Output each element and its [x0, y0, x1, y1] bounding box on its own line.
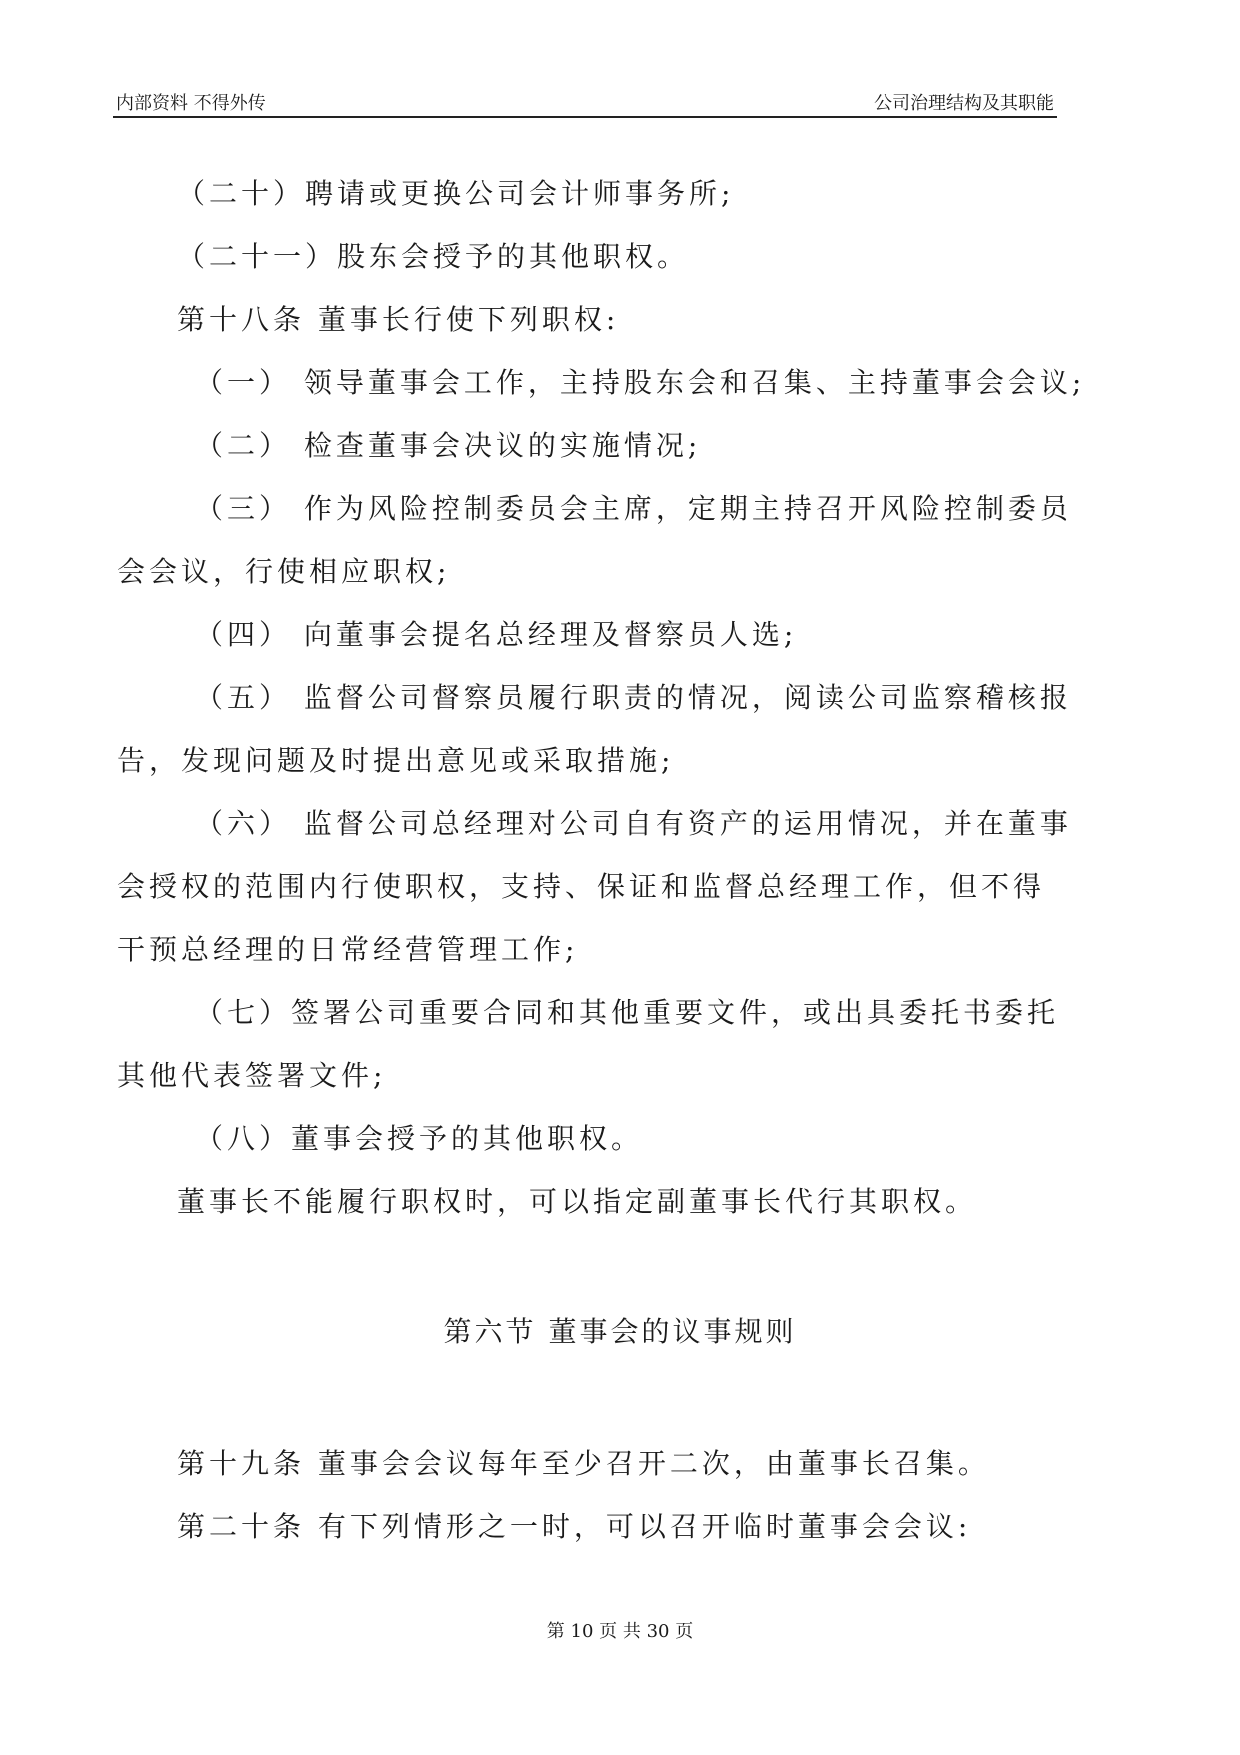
clause-line: （二十一）股东会授予的其他职权。 [177, 240, 690, 273]
header-confidential-label: 内部资料 不得外传 [116, 93, 266, 114]
clause-line: （一） 领导董事会工作，主持股东会和召集、主持董事会会议; [195, 366, 1086, 399]
page-number: 第 10 页 共 30 页 [546, 1621, 694, 1642]
clause-line: （七）签署公司重要合同和其他重要文件，或出具委托书委托 [195, 996, 1060, 1029]
document-body [117, 162, 1086, 1233]
clause-line: （二） 检查董事会决议的实施情况; [195, 429, 702, 462]
clause-line: （二十）聘请或更换公司会计师事务所; [177, 177, 735, 210]
clause-line: （五） 监督公司督察员履行职责的情况，阅读公司监察稽核报 [195, 681, 1072, 714]
article-line: 第二十条 有下列情形之一时，可以召开临时董事会会议: [177, 1510, 972, 1543]
clause-line-continuation: 其他代表签署文件; [117, 1059, 387, 1092]
clause-line: （八）董事会授予的其他职权。 [195, 1122, 644, 1155]
header-document-title: 公司治理结构及其职能 [874, 93, 1054, 114]
article-heading: 第十八条 董事长行使下列职权: [177, 303, 620, 336]
clause-line-continuation: 会会议，行使相应职权; [117, 555, 451, 588]
article-line: 第十九条 董事会会议每年至少召开二次，由董事长召集。 [177, 1447, 990, 1480]
clause-line-continuation: 干预总经理的日常经营管理工作; [117, 933, 579, 966]
articles [177, 1432, 990, 1558]
section-title: 第六节 董事会的议事规则 [443, 1315, 797, 1348]
clause-line-continuation: 告，发现问题及时提出意见或采取措施; [117, 744, 675, 777]
clause-line: 董事长不能履行职权时，可以指定副董事长代行其职权。 [177, 1185, 978, 1218]
clause-line-continuation: 会授权的范围内行使职权，支持、保证和监督总经理工作，但不得 [117, 870, 1046, 903]
clause-line: （四） 向董事会提名总经理及督察员人选; [195, 618, 798, 651]
clause-line: （三） 作为风险控制委员会主席，定期主持召开风险控制委员 [195, 492, 1072, 525]
page-header [113, 86, 1057, 118]
clause-line: （六） 监督公司总经理对公司自有资产的运用情况，并在董事 [195, 807, 1072, 840]
